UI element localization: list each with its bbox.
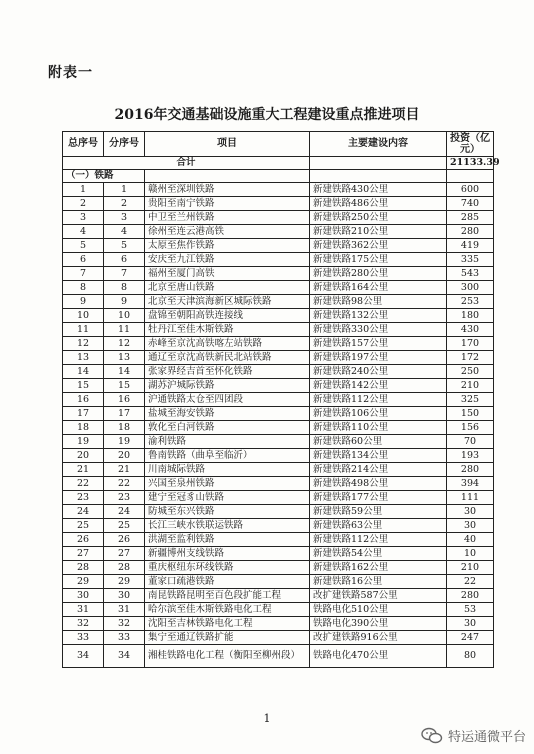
section-row-railway [63,170,494,183]
row-sub-no: 1 [104,183,145,197]
row-investment: 30 [447,617,494,631]
table-row [63,505,494,519]
watermark-text: 特运通微平台 [447,730,526,745]
row-total-no: 18 [63,421,104,435]
table-row [63,519,494,533]
row-total-no: 4 [63,225,104,239]
row-project: 渝利铁路 [145,435,310,449]
row-content: 新建铁路177公里 [310,491,447,505]
row-project: 北京至唐山铁路 [145,281,310,295]
row-project: 盐城至海安铁路 [145,407,310,421]
row-content: 新建铁路157公里 [310,337,447,351]
total-label: 合计 [63,157,310,170]
row-project: 沪通铁路太仓至四团段 [145,393,310,407]
row-investment: 325 [447,393,494,407]
row-investment: 53 [447,603,494,617]
row-sub-no: 20 [104,449,145,463]
table-row [63,631,494,645]
row-total-no: 5 [63,239,104,253]
row-project: 鲁南铁路（曲阜至临沂） [145,449,310,463]
row-content: 新建铁路197公里 [310,351,447,365]
row-investment: 543 [447,267,494,281]
row-investment: 210 [447,561,494,575]
row-content: 新建铁路112公里 [310,533,447,547]
row-total-no: 8 [63,281,104,295]
row-sub-no: 6 [104,253,145,267]
section-empty-1 [145,170,310,183]
row-sub-no: 19 [104,435,145,449]
row-project: 牡丹江至佳木斯铁路 [145,323,310,337]
row-content: 新建铁路486公里 [310,197,447,211]
row-content: 新建铁路430公里 [310,183,447,197]
row-total-no: 6 [63,253,104,267]
table-row [63,617,494,631]
total-empty [310,157,447,170]
row-content: 新建铁路240公里 [310,365,447,379]
table-row [63,379,494,393]
wechat-icon [421,727,443,745]
row-project: 赣州至深圳铁路 [145,183,310,197]
row-investment: 10 [447,547,494,561]
row-sub-no: 30 [104,589,145,603]
row-sub-no: 5 [104,239,145,253]
row-content: 新建铁路134公里 [310,449,447,463]
row-sub-no: 10 [104,309,145,323]
row-project: 徐州至连云港高铁 [145,225,310,239]
table-row [63,407,494,421]
row-total-no: 3 [63,211,104,225]
row-investment: 600 [447,183,494,197]
row-total-no: 23 [63,491,104,505]
row-project: 哈尔滨至佳木斯铁路电化工程 [145,603,310,617]
row-content: 新建铁路362公里 [310,239,447,253]
row-total-no: 11 [63,323,104,337]
row-content: 新建铁路63公里 [310,519,447,533]
row-content: 新建铁路142公里 [310,379,447,393]
row-total-no: 30 [63,589,104,603]
row-project: 南昆铁路昆明至百色段扩能工程 [145,589,310,603]
row-project: 新疆博州支线铁路 [145,547,310,561]
row-investment: 150 [447,407,494,421]
table-row [63,449,494,463]
row-content: 铁路电化470公里 [310,645,447,668]
table-row [63,281,494,295]
row-project: 赤峰至京沈高铁喀左站铁路 [145,337,310,351]
row-investment: 280 [447,225,494,239]
table-row [63,197,494,211]
row-total-no: 26 [63,533,104,547]
row-sub-no: 11 [104,323,145,337]
row-project: 安庆至九江铁路 [145,253,310,267]
row-total-no: 28 [63,561,104,575]
row-investment: 740 [447,197,494,211]
table-row [63,589,494,603]
row-content: 新建铁路110公里 [310,421,447,435]
row-investment: 280 [447,463,494,477]
row-sub-no: 32 [104,617,145,631]
row-project: 防城至东兴铁路 [145,505,310,519]
row-investment: 40 [447,533,494,547]
header-total-no: 总序号 [63,132,104,157]
row-content: 新建铁路106公里 [310,407,447,421]
row-project: 盘锦至朝阳高铁连接线 [145,309,310,323]
watermark [421,726,526,745]
row-content: 铁路电化390公里 [310,617,447,631]
row-content: 新建铁路280公里 [310,267,447,281]
row-project: 张家界经吉首至怀化铁路 [145,365,310,379]
row-total-no: 1 [63,183,104,197]
table-row [63,337,494,351]
row-total-no: 20 [63,449,104,463]
row-investment: 419 [447,239,494,253]
row-sub-no: 21 [104,463,145,477]
row-investment: 253 [447,295,494,309]
row-sub-no: 15 [104,379,145,393]
row-total-no: 31 [63,603,104,617]
header-investment: 投资（亿元） [447,132,494,157]
table-row [63,211,494,225]
table-row [63,477,494,491]
row-investment: 170 [447,337,494,351]
row-content: 新建铁路54公里 [310,547,447,561]
table-row [63,463,494,477]
row-total-no: 16 [63,393,104,407]
table-row [63,547,494,561]
table-row [63,323,494,337]
row-total-no: 9 [63,295,104,309]
table-row [63,239,494,253]
row-sub-no: 27 [104,547,145,561]
header-content: 主要建设内容 [310,132,447,157]
table-row [63,253,494,267]
row-total-no: 15 [63,379,104,393]
row-project: 北京至天津滨海新区城际铁路 [145,295,310,309]
row-investment: 280 [447,589,494,603]
row-content: 新建铁路162公里 [310,561,447,575]
header-project: 项目 [145,132,310,157]
total-row [63,157,494,170]
page-number: 1 [263,712,271,725]
row-content: 新建铁路60公里 [310,435,447,449]
table-row [63,309,494,323]
row-sub-no: 12 [104,337,145,351]
row-investment: 30 [447,505,494,519]
section-empty-2 [310,170,447,183]
row-investment: 156 [447,421,494,435]
table-row [63,603,494,617]
row-project: 长江三峡水铁联运铁路 [145,519,310,533]
section-label: （一）铁路 [63,170,145,183]
table-row [63,491,494,505]
table-row [63,435,494,449]
row-content: 新建铁路498公里 [310,477,447,491]
row-total-no: 25 [63,519,104,533]
row-investment: 250 [447,365,494,379]
row-investment: 193 [447,449,494,463]
row-sub-no: 17 [104,407,145,421]
row-content: 新建铁路175公里 [310,253,447,267]
row-investment: 247 [447,631,494,645]
row-content: 新建铁路132公里 [310,309,447,323]
row-investment: 22 [447,575,494,589]
row-content: 新建铁路59公里 [310,505,447,519]
document-title: 2016年交通基础设施重大工程建设重点推进项目 [114,107,420,123]
table-row [63,351,494,365]
row-investment: 172 [447,351,494,365]
row-sub-no: 29 [104,575,145,589]
row-content: 改扩建铁路587公里 [310,589,447,603]
row-project: 川南城际铁路 [145,463,310,477]
table-row [63,533,494,547]
row-sub-no: 13 [104,351,145,365]
table-body [63,157,500,668]
row-sub-no: 28 [104,561,145,575]
row-content: 新建铁路98公里 [310,295,447,309]
row-project: 集宁至通辽铁路扩能 [145,631,310,645]
row-total-no: 27 [63,547,104,561]
row-sub-no: 3 [104,211,145,225]
table-row [63,365,494,379]
total-value: 21133.39 [447,157,494,170]
table-row [63,225,494,239]
row-content: 新建铁路330公里 [310,323,447,337]
table-row [63,561,494,575]
row-total-no: 33 [63,631,104,645]
row-content: 新建铁路250公里 [310,211,447,225]
row-total-no: 7 [63,267,104,281]
row-investment: 394 [447,477,494,491]
row-total-no: 29 [63,575,104,589]
row-content: 新建铁路214公里 [310,463,447,477]
row-sub-no: 25 [104,519,145,533]
row-project: 建宁至冠豸山铁路 [145,491,310,505]
row-project: 中卫至兰州铁路 [145,211,310,225]
row-project: 敦化至白河铁路 [145,421,310,435]
table-row [63,575,494,589]
row-project: 董家口疏港铁路 [145,575,310,589]
row-total-no: 13 [63,351,104,365]
row-total-no: 17 [63,407,104,421]
annex-label: 附表一 [48,65,93,81]
row-sub-no: 26 [104,533,145,547]
row-investment: 111 [447,491,494,505]
table-row [63,183,494,197]
row-project: 洪湖至监利铁路 [145,533,310,547]
row-sub-no: 22 [104,477,145,491]
row-project: 湖苏沪城际铁路 [145,379,310,393]
table-header-row [63,132,494,157]
row-project: 湘桂铁路电化工程（衡阳至柳州段） [145,645,310,668]
row-total-no: 10 [63,309,104,323]
row-project: 贵阳至南宁铁路 [145,197,310,211]
row-sub-no: 33 [104,631,145,645]
row-investment: 180 [447,309,494,323]
row-total-no: 21 [63,463,104,477]
row-investment: 30 [447,519,494,533]
row-content: 改扩建铁路916公里 [310,631,447,645]
row-content: 铁路电化510公里 [310,603,447,617]
row-sub-no: 31 [104,603,145,617]
row-content: 新建铁路16公里 [310,575,447,589]
row-sub-no: 7 [104,267,145,281]
header-sub-no: 分序号 [104,132,145,157]
row-total-no: 19 [63,435,104,449]
row-investment: 285 [447,211,494,225]
row-sub-no: 23 [104,491,145,505]
row-project: 沈阳至吉林铁路电化工程 [145,617,310,631]
row-project: 福州至厦门高铁 [145,267,310,281]
row-sub-no: 16 [104,393,145,407]
row-sub-no: 24 [104,505,145,519]
row-project: 太原至焦作铁路 [145,239,310,253]
row-sub-no: 34 [104,645,145,668]
row-investment: 300 [447,281,494,295]
row-sub-no: 14 [104,365,145,379]
row-total-no: 14 [63,365,104,379]
row-total-no: 2 [63,197,104,211]
table-row [63,421,494,435]
row-total-no: 24 [63,505,104,519]
table-row [63,267,494,281]
row-investment: 80 [447,645,494,668]
projects-table [62,131,500,668]
row-total-no: 32 [63,617,104,631]
row-investment: 430 [447,323,494,337]
row-sub-no: 2 [104,197,145,211]
row-total-no: 12 [63,337,104,351]
row-total-no: 34 [63,645,104,668]
row-content: 新建铁路210公里 [310,225,447,239]
row-sub-no: 18 [104,421,145,435]
section-empty-3 [447,170,494,183]
row-sub-no: 8 [104,281,145,295]
row-content: 新建铁路164公里 [310,281,447,295]
row-project: 通辽至京沈高铁新民北站铁路 [145,351,310,365]
row-investment: 210 [447,379,494,393]
row-content: 新建铁路112公里 [310,393,447,407]
table-row [63,295,494,309]
table-row [63,645,494,668]
row-sub-no: 9 [104,295,145,309]
row-total-no: 22 [63,477,104,491]
table-row [63,393,494,407]
row-investment: 335 [447,253,494,267]
row-sub-no: 4 [104,225,145,239]
row-project: 兴国至泉州铁路 [145,477,310,491]
row-investment: 70 [447,435,494,449]
row-project: 重庆枢纽东环线铁路 [145,561,310,575]
